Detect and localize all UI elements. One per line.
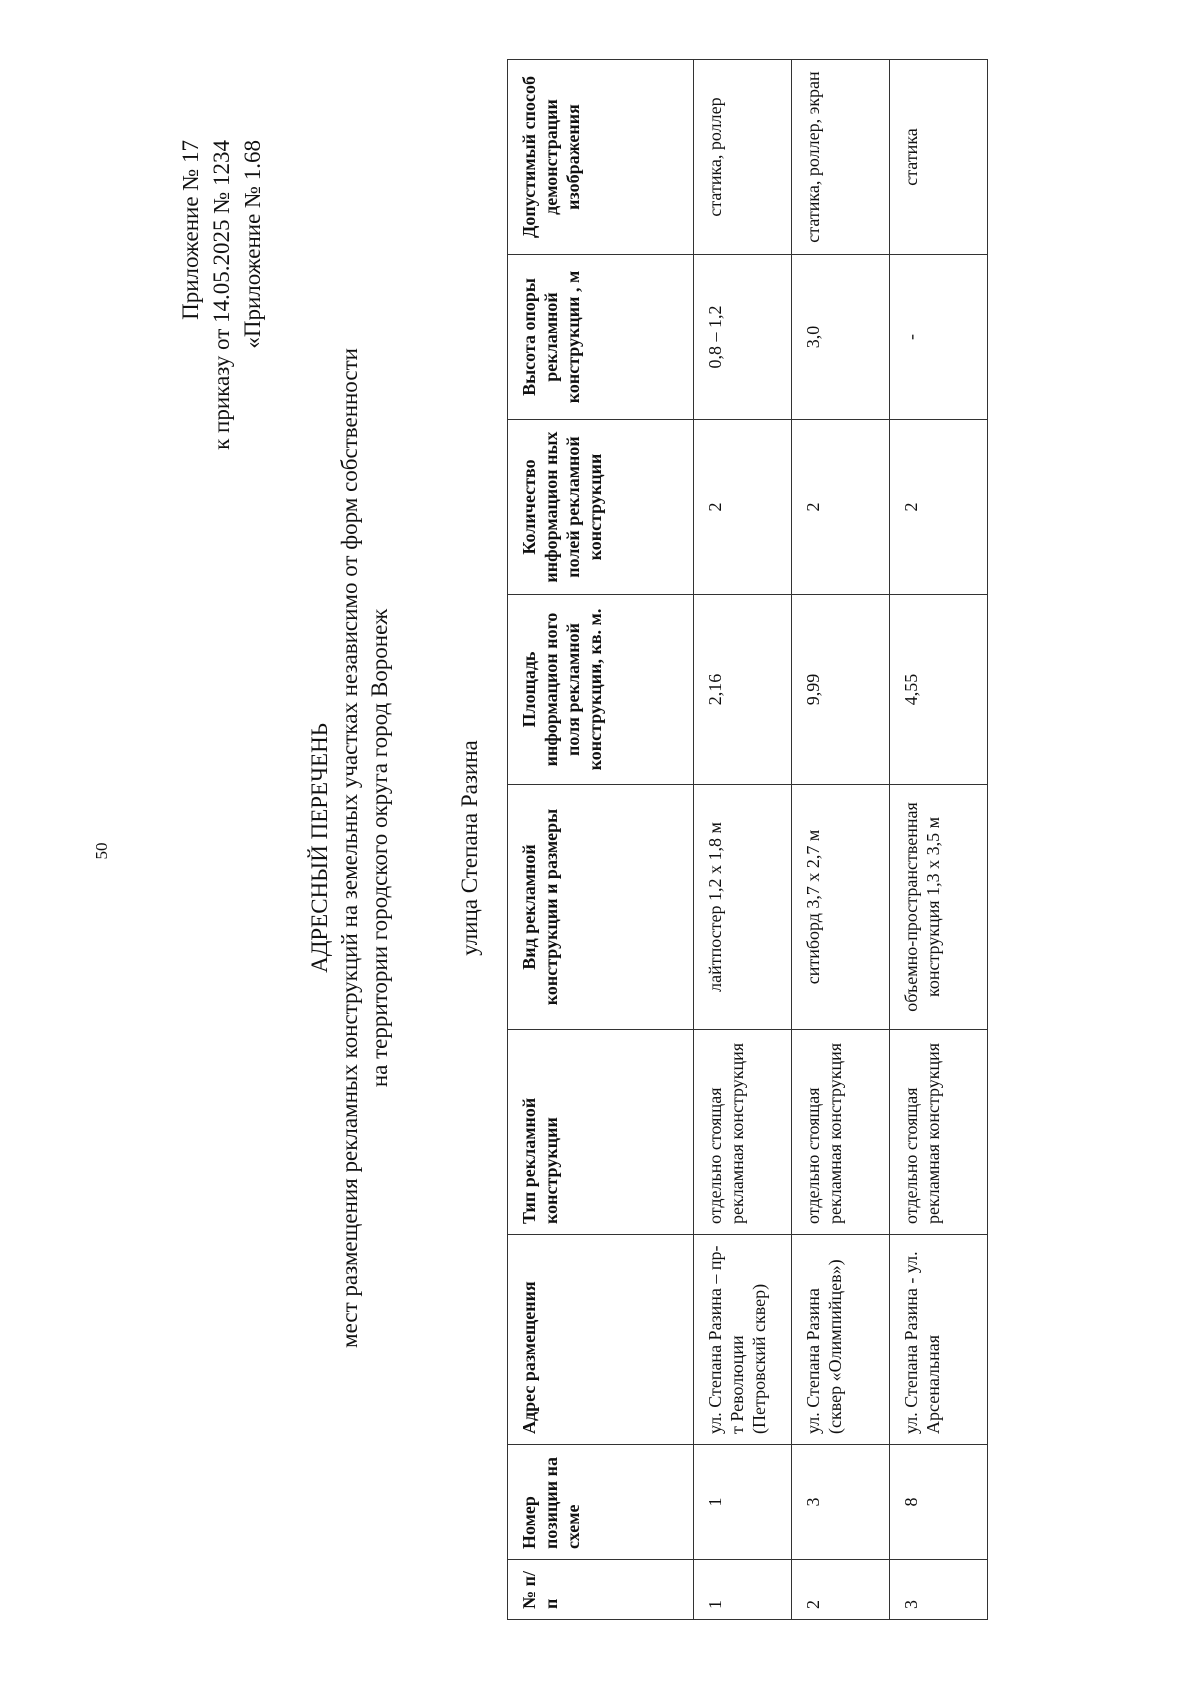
address-table xyxy=(507,59,988,1620)
header-cell: Адрес размещения xyxy=(508,1235,694,1445)
table-cell: статика, роллер, экран xyxy=(792,60,890,255)
street-name: улица Степана Разина xyxy=(457,740,482,956)
header-cell: Высота опоры рекламной конструкции , м xyxy=(508,255,694,420)
table-cell: отдельно стоящая рекламная конструкция xyxy=(890,1030,988,1235)
header-cell: № п/п xyxy=(508,1560,694,1620)
table-cell: ул. Степана Разина – пр-т Революции (Петровский сквер) xyxy=(694,1235,792,1445)
header-cell: Тип рекламной конструкции xyxy=(508,1030,694,1235)
header-cell: Вид рекламной конструкции и размеры xyxy=(508,785,694,1030)
appendix-line-2: к приказу от 14.05.2025 № 1234 xyxy=(209,140,234,450)
table-cell: 8 xyxy=(890,1445,988,1560)
document-heading: АДРЕСНЫЙ ПЕРЕЧЕНЬ xyxy=(307,723,332,973)
table-cell: - xyxy=(890,255,988,420)
document-title-line-2: на территории городского округа город Воронеж xyxy=(367,608,392,1088)
table-cell: 1 xyxy=(694,1445,792,1560)
table-cell: ул. Степана Разина - ул. Арсенальная xyxy=(890,1235,988,1445)
header-cell: Допустимый способ демонстрации изображения xyxy=(508,60,694,255)
table-cell: 3 xyxy=(890,1560,988,1620)
table-cell: 2 xyxy=(694,420,792,595)
table-cell: 2 xyxy=(890,420,988,595)
table-cell: 2 xyxy=(792,1560,890,1620)
table-cell: 2,16 xyxy=(694,595,792,785)
table-cell: 0,8 – 1,2 xyxy=(694,255,792,420)
appendix-line-1: Приложение № 17 xyxy=(178,140,203,320)
table-cell: ул. Степана Разина (сквер «Олимпийцев») xyxy=(792,1235,890,1445)
header-cell: Площадь информацион ного поля рекламной конструкции, кв. м. xyxy=(508,595,694,785)
table-cell: 1 xyxy=(694,1560,792,1620)
table-row xyxy=(890,60,988,1620)
table-cell: лайтпостер 1,2 х 1,8 м xyxy=(694,785,792,1030)
table-cell: статика xyxy=(890,60,988,255)
header-cell: Количество информацион ных полей рекламной конструкции xyxy=(508,420,694,595)
table-cell: статика, роллер xyxy=(694,60,792,255)
table-cell: 9,99 xyxy=(792,595,890,785)
header-cell: Номер позиции на схеме xyxy=(508,1445,694,1560)
table-cell: ситиборд 3,7 х 2,7 м xyxy=(792,785,890,1030)
title-block xyxy=(305,120,395,1576)
table-cell: отдельно стоящая рекламная конструкция xyxy=(792,1030,890,1235)
appendix-line-3: «Приложение № 1.68 xyxy=(240,140,265,349)
page-number: 50 xyxy=(92,842,111,860)
document-title-line-1: мест размещения рекламных конструкций на земельных участках независимо от форм собственности xyxy=(337,348,362,1348)
table-cell: 4,55 xyxy=(890,595,988,785)
table-row xyxy=(792,60,890,1620)
table-cell: 2 xyxy=(792,420,890,595)
table-cell: отдельно стоящая рекламная конструкция xyxy=(694,1030,792,1235)
table-cell: 3,0 xyxy=(792,255,890,420)
table-row xyxy=(694,60,792,1620)
table-cell: объемно-пространственная конструкция 1,3 х 3,5 м xyxy=(890,785,988,1030)
table-cell: 3 xyxy=(792,1445,890,1560)
appendix-block xyxy=(175,140,268,450)
table-header-row xyxy=(508,60,694,1620)
